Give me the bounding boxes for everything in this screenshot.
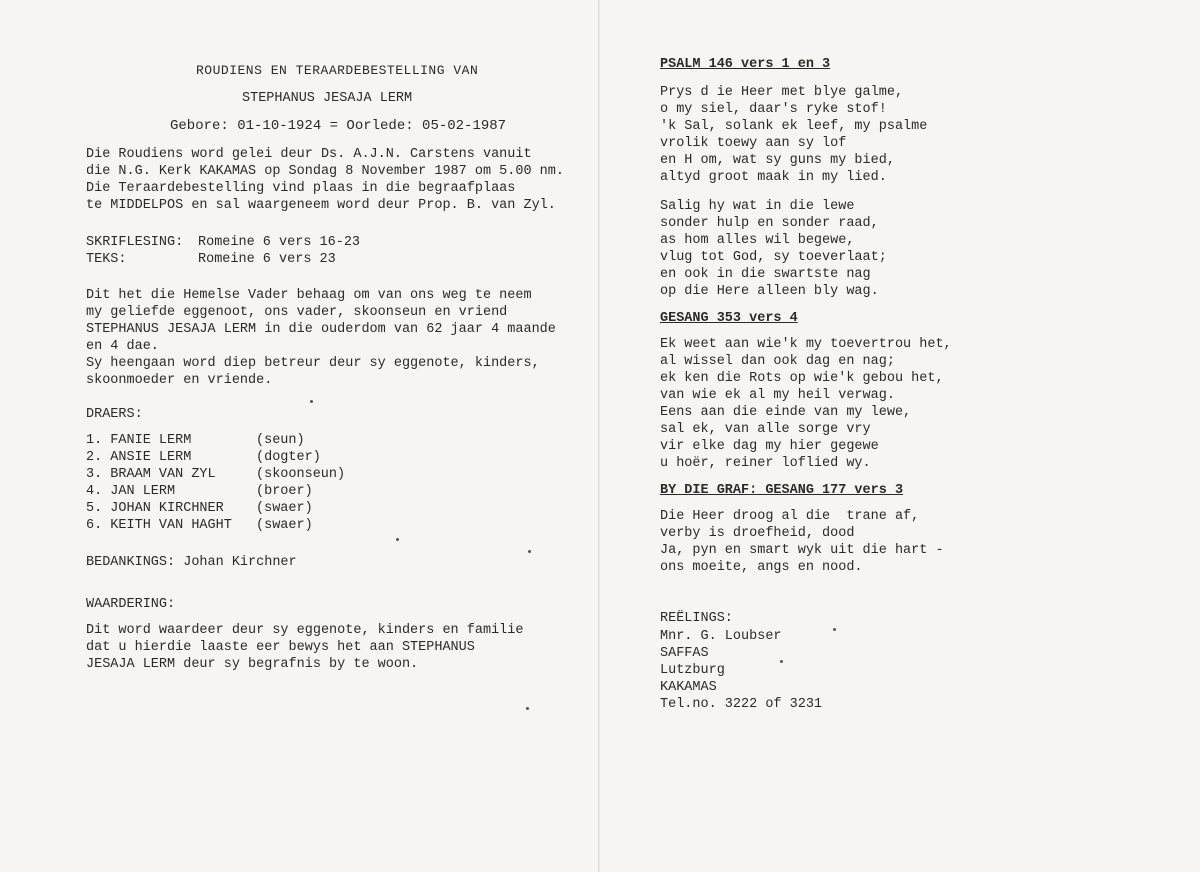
announcement-line: skoonmoeder en vriende. — [86, 373, 273, 388]
verse-line: vrolik toewy aan sy lof — [660, 136, 847, 151]
draer-role: (skoonseun) — [256, 467, 346, 482]
draer-name: 4. JAN LERM — [86, 484, 176, 499]
verse-line: ons moeite, angs en nood. — [660, 560, 863, 575]
announcement-line: Dit het die Hemelse Vader behaag om van ons weg te neem — [86, 288, 532, 303]
gesang-heading: GESANG 353 vers 4 — [660, 311, 798, 326]
announcement-line: STEPHANUS JESAJA LERM in die ouderdom van 62 jaar 4 maande — [86, 322, 556, 337]
announcement-line: Sy heengaan word diep betreur deur sy eggenote, kinders, — [86, 356, 540, 371]
verse-line: vlug tot God, sy toeverlaat; — [660, 250, 887, 265]
verse-line: as hom alles wil begewe, — [660, 233, 855, 248]
service-line: Die Teraardebestelling vind plaas in die begraafplaas — [86, 181, 516, 196]
verse-line: 'k Sal, solank ek leef, my psalme — [660, 119, 928, 134]
graf-heading: BY DIE GRAF: GESANG 177 vers 3 — [660, 483, 904, 498]
teks-label: TEKS: — [86, 252, 127, 267]
paper-speck — [396, 538, 399, 541]
service-line: die N.G. Kerk KAKAMAS op Sondag 8 November 1987 om 5.00 nm. — [86, 164, 564, 179]
verse-line: Eens aan die einde van my lewe, — [660, 405, 912, 420]
life-dates: Gebore: 01-10-1924 = Oorlede: 05-02-1987 — [170, 118, 507, 134]
teks-value: Romeine 6 vers 23 — [198, 252, 336, 267]
verse-line: al wissel dan ook dag en nag; — [660, 354, 895, 369]
service-line: te MIDDELPOS en sal waargeneem word deur Prop. B. van Zyl. — [86, 198, 556, 213]
program-title: ROUDIENS EN TERAARDEBESTELLING VAN — [196, 63, 479, 78]
waardering-heading: WAARDERING: — [86, 597, 176, 612]
draer-name: 6. KEITH VAN HAGHT — [86, 518, 232, 533]
draer-name: 5. JOHAN KIRCHNER — [86, 501, 224, 516]
draer-role: (swaer) — [256, 518, 313, 533]
waardering-line: dat u hierdie laaste eer bewys het aan STEPHANUS — [86, 640, 475, 655]
draer-name: 2. ANSIE LERM — [86, 450, 192, 465]
verse-line: Salig hy wat in die lewe — [660, 199, 855, 214]
paper-speck — [310, 400, 313, 403]
contact-line: Lutzburg — [660, 663, 725, 678]
verse-line: van wie ek al my heil verwag. — [660, 388, 895, 403]
announcement-line: en 4 dae. — [86, 339, 159, 354]
verse-line: vir elke dag my hier gegewe — [660, 439, 879, 454]
page-fold — [598, 0, 600, 872]
paper-speck — [526, 707, 529, 710]
verse-line: Ja, pyn en smart wyk uit die hart - — [660, 543, 944, 558]
paper-speck — [833, 628, 836, 631]
verse-line: en H om, wat sy guns my bied, — [660, 153, 895, 168]
contact-line: Tel.no. 3222 of 3231 — [660, 697, 823, 712]
verse-line: op die Here alleen bly wag. — [660, 284, 879, 299]
verse-line: o my siel, daar's ryke stof! — [660, 102, 887, 117]
reelings-heading: REËLINGS: — [660, 611, 733, 626]
contact-line: SAFFAS — [660, 646, 709, 661]
draer-role: (swaer) — [256, 501, 313, 516]
psalm-heading: PSALM 146 vers 1 en 3 — [660, 57, 831, 72]
verse-line: Ek weet aan wie'k my toevertrou het, — [660, 337, 952, 352]
verse-line: altyd groot maak in my lied. — [660, 170, 887, 185]
paper-speck — [528, 550, 531, 553]
verse-line: verby is droefheid, dood — [660, 526, 855, 541]
contact-line: Mnr. G. Loubser — [660, 629, 782, 644]
announcement-line: my geliefde eggenoot, ons vader, skoonseun en vriend — [86, 305, 508, 320]
service-line: Die Roudiens word gelei deur Ds. A.J.N. Carstens vanuit — [86, 147, 532, 162]
draer-role: (dogter) — [256, 450, 321, 465]
draers-heading: DRAERS: — [86, 407, 143, 422]
verse-line: Prys d ie Heer met blye galme, — [660, 85, 904, 100]
draer-name: 3. BRAAM VAN ZYL — [86, 467, 216, 482]
contact-line: KAKAMAS — [660, 680, 717, 695]
bedankings-line: BEDANKINGS: Johan Kirchner — [86, 555, 297, 570]
verse-line: u hoër, reiner loflied wy. — [660, 456, 871, 471]
draer-name: 1. FANIE LERM — [86, 433, 192, 448]
verse-line: ek ken die Rots op wie'k gebou het, — [660, 371, 944, 386]
waardering-line: JESAJA LERM deur sy begrafnis by te woon. — [86, 657, 419, 672]
waardering-line: Dit word waardeer deur sy eggenote, kinders en familie — [86, 623, 524, 638]
draer-role: (seun) — [256, 433, 305, 448]
verse-line: sal ek, van alle sorge vry — [660, 422, 871, 437]
draer-role: (broer) — [256, 484, 313, 499]
verse-line: sonder hulp en sonder raad, — [660, 216, 879, 231]
skriflesing-label: SKRIFLESING: — [86, 235, 184, 250]
verse-line: Die Heer droog al die trane af, — [660, 509, 920, 524]
skriflesing-value: Romeine 6 vers 16-23 — [198, 235, 361, 250]
verse-line: en ook in die swartste nag — [660, 267, 871, 282]
deceased-name: STEPHANUS JESAJA LERM — [242, 91, 413, 106]
paper-speck — [780, 660, 783, 663]
